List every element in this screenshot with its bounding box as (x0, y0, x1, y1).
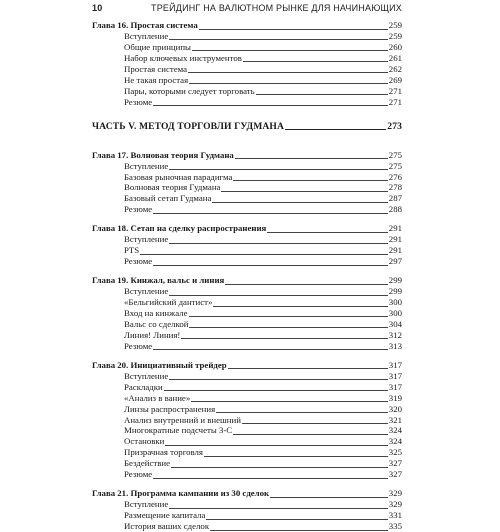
toc-subentry (92, 234, 402, 245)
entry-page-number: 259 (388, 20, 402, 30)
toc-subentry (92, 458, 402, 469)
toc-subentry (92, 308, 402, 319)
toc-subentry (92, 193, 402, 204)
toc-subentry (92, 42, 402, 53)
entry-title: Вступление (124, 499, 169, 510)
entry-title: Анализ внутренний и внешний (124, 414, 241, 425)
leader-line (124, 105, 402, 106)
entry-page-number: 299 (388, 275, 402, 286)
entry-title: Общие принципы (124, 41, 191, 52)
toc-subentry (92, 245, 402, 256)
entry-page-number: 261 (388, 52, 402, 63)
entry-page-number: 317 (388, 359, 402, 370)
entry-page-number: 329 (388, 499, 402, 510)
entry-title: Глава 16. Простая система (92, 20, 198, 30)
entry-page-number: 325 (388, 447, 402, 458)
entry-title: Набор ключевых инструментов (124, 52, 242, 63)
entry-page-number: 278 (388, 182, 402, 193)
toc-part-heading (92, 121, 402, 132)
entry-title: Размещение капитала (124, 510, 206, 521)
entry-page-number: 262 (388, 63, 402, 74)
toc-subentry (92, 75, 402, 86)
entry-title: Раскладки (124, 381, 163, 392)
toc-subentry (92, 447, 402, 458)
entry-page-number: 320 (388, 403, 402, 414)
toc-subentry (92, 297, 402, 308)
entry-title: Вступление (124, 234, 169, 245)
entry-title: ЧАСТЬ V. МЕТОД ТОРГОВЛИ ГУДМАНА (92, 120, 284, 132)
entry-page-number: 271 (388, 85, 402, 96)
entry-title: Вступление (124, 30, 169, 41)
entry-title: «Анализ в вание» (124, 392, 191, 403)
toc-subentry (92, 330, 402, 341)
leader-line (124, 445, 402, 446)
entry-title: Линия! Линия! (124, 329, 181, 340)
entry-title: Базовый сетап Гудмана (124, 193, 212, 204)
entry-page-number: 275 (388, 149, 402, 160)
entry-title: Не такая простая (124, 74, 189, 85)
entry-title: Вальс со сделкой (124, 318, 189, 329)
entry-title: Резюме (124, 204, 153, 215)
leader-line (124, 213, 402, 214)
running-title: ТРЕЙДИНГ НА ВАЛЮТНОМ РЫНКЕ ДЛЯ НАЧИНАЮЩИХ (151, 3, 402, 13)
page-number: 10 (92, 3, 103, 13)
entry-page-number: 300 (388, 297, 402, 307)
entry-page-number: 331 (388, 510, 402, 521)
toc-subentry (92, 182, 402, 193)
entry-title: Резюме (124, 96, 153, 107)
entry-title: Бездействие (124, 458, 170, 469)
toc-subentry (92, 97, 402, 108)
toc-subentry (92, 341, 402, 352)
leader-line (124, 390, 402, 391)
entry-title: Линзы распространения (124, 403, 216, 414)
entry-page-number: 319 (388, 392, 402, 403)
entry-title: PTS (124, 245, 140, 256)
toc-subentry (92, 436, 402, 447)
toc-subentry (92, 64, 402, 75)
toc-chapter-heading (92, 360, 402, 371)
entry-title: Глава 19. Кинжал, вальс и линия (92, 275, 225, 286)
toc-subentry (92, 521, 402, 532)
entry-title: Вход на кинжале (124, 307, 188, 318)
entry-page-number: 321 (388, 414, 402, 425)
entry-page-number: 291 (388, 245, 402, 256)
toc-chapter-heading (92, 275, 402, 286)
toc-subentry (92, 53, 402, 64)
entry-page-number: 324 (388, 425, 402, 436)
entry-title: Глава 20. Инициативный трейдер (92, 359, 227, 370)
leader-line (124, 478, 402, 479)
toc-subentry (92, 499, 402, 510)
entry-page-number: 299 (388, 286, 402, 296)
entry-title: Базовая рыночная парадигма (124, 171, 233, 182)
entry-page-number: 317 (388, 370, 402, 381)
entry-title: Остановки (124, 436, 165, 447)
entry-title: Вступление (124, 160, 169, 171)
entry-page-number: 312 (388, 329, 402, 340)
entry-title: Резюме (124, 340, 153, 351)
entry-title: Простая система (124, 63, 188, 74)
toc-subentry (92, 382, 402, 393)
toc-subentry (92, 415, 402, 426)
entry-title: Глава 21. Программа кампании из 30 сделок (92, 488, 270, 499)
toc-subentry (92, 425, 402, 436)
entry-title: Резюме (124, 469, 153, 480)
entry-page-number: 275 (388, 160, 402, 171)
entry-title: История ваших сделок (124, 521, 210, 531)
toc-chapter-heading (92, 488, 402, 499)
entry-page-number: 291 (388, 234, 402, 245)
entry-page-number: 324 (388, 436, 402, 447)
entry-page-number: 260 (388, 41, 402, 52)
toc-subentry (92, 31, 402, 42)
entry-title: Вступление (124, 286, 169, 296)
toc-subentry (92, 404, 402, 415)
toc-subentry (92, 204, 402, 215)
entry-page-number: 297 (388, 256, 402, 267)
toc-subentry (92, 161, 402, 172)
entry-title: Призрачная торговля (124, 447, 203, 458)
running-head (92, 3, 402, 15)
entry-title: Многократные подсчеты 3-С (124, 425, 233, 436)
entry-page-number: 271 (388, 96, 402, 107)
entry-title: Пары, которыми следует торговать (124, 85, 255, 96)
toc-subentry (92, 469, 402, 480)
toc-chapter-heading (92, 223, 402, 234)
entry-page-number: 287 (388, 193, 402, 204)
toc-subentry (92, 510, 402, 521)
entry-page-number: 304 (388, 318, 402, 329)
toc-subentry (92, 256, 402, 267)
toc-subentry (92, 371, 402, 382)
entry-page-number: 291 (388, 223, 402, 234)
entry-title: Резюме (124, 256, 153, 267)
toc-subentry (92, 286, 402, 297)
entry-page-number: 335 (388, 521, 402, 531)
entry-page-number: 269 (388, 74, 402, 85)
entry-page-number: 300 (388, 307, 402, 318)
entry-title: Глава 17. Волновая теория Гудмана (92, 149, 234, 160)
entry-page-number: 276 (388, 171, 402, 182)
entry-page-number: 259 (388, 30, 402, 41)
toc-chapter-heading (92, 150, 402, 161)
toc-chapter-heading (92, 20, 402, 31)
entry-title: Волновая теория Гудмана (124, 182, 221, 193)
toc-subentry (92, 393, 402, 404)
entry-title: «Бельгийский дантист» (124, 297, 213, 307)
leader-line (124, 254, 402, 255)
toc-subentry (92, 86, 402, 97)
entry-page-number: 327 (388, 469, 402, 480)
leader-line (124, 349, 402, 350)
entry-page-number: 273 (387, 120, 402, 132)
toc-subentry (92, 172, 402, 183)
entry-page-number: 327 (388, 458, 402, 469)
entry-title: Глава 18. Сетап на сделку распространения (92, 223, 267, 234)
entry-page-number: 317 (388, 381, 402, 392)
leader-line (124, 265, 402, 266)
entry-title: Вступление (124, 370, 169, 381)
entry-page-number: 313 (388, 340, 402, 351)
entry-page-number: 288 (388, 204, 402, 215)
toc-subentry (92, 319, 402, 330)
entry-page-number: 329 (388, 488, 402, 499)
